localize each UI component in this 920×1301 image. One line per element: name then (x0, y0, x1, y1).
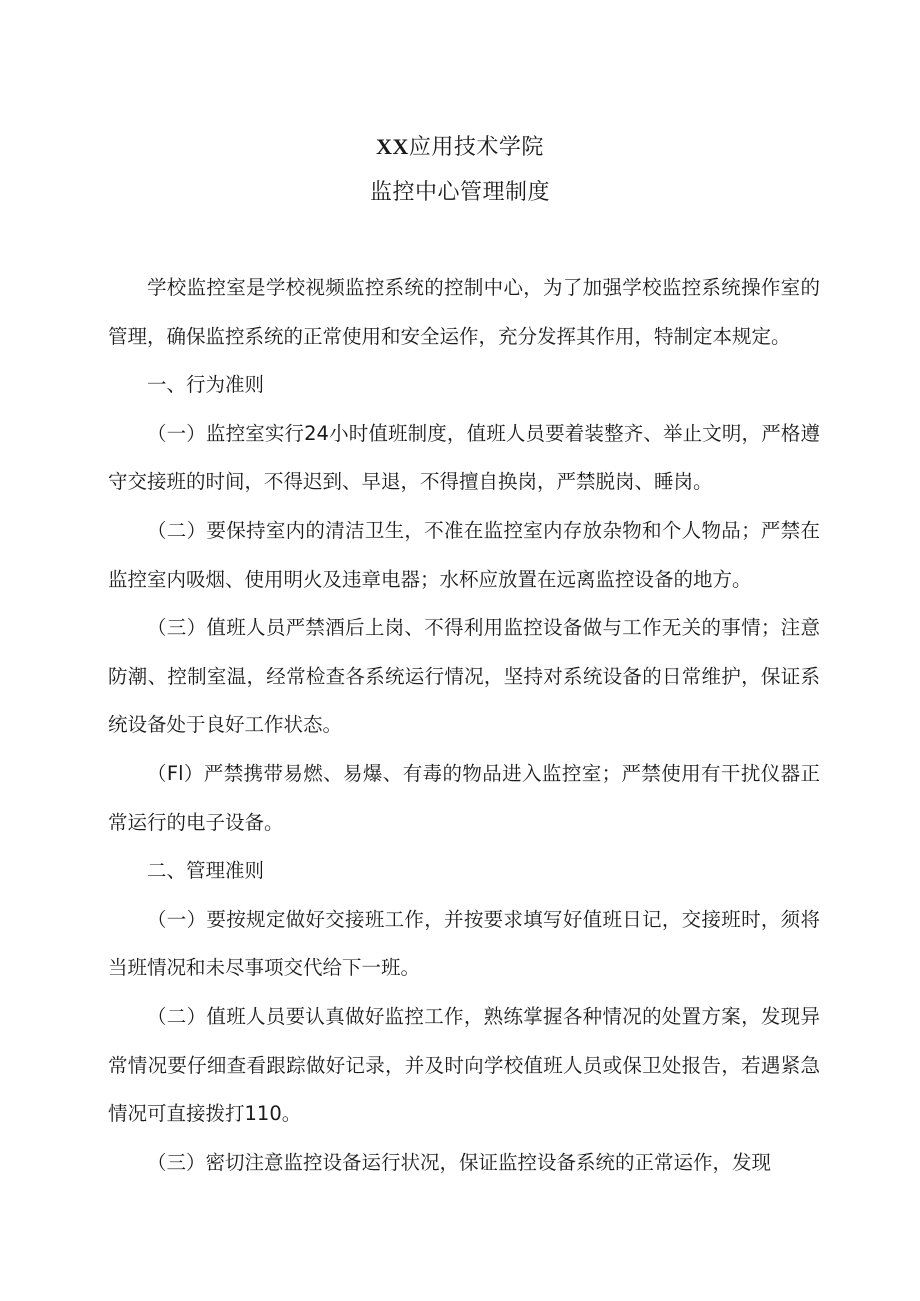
section-2-item-2: （二）值班人员要认真做好监控工作，熟练掌握各种情况的处置方案，发现异常情况要仔细查看跟踪做好记录，并及时向学校值班人员或保卫处报告，若遇紧急情况可直接拨打110。 (108, 1004, 820, 1126)
document-body (108, 264, 820, 1187)
section-1-item-1: （一）监控室实行24小时值班制度，值班人员要着装整齐、举止文明，严格遵守交接班的时间，不得迟到、早退，不得擅自换岗，严禁脱岗、睡岗。 (108, 421, 820, 494)
section-2-item-1: （一）要按规定做好交接班工作，并按要求填写好值班日记，交接班时，须将当班情况和未尽事项交代给下一班。 (108, 907, 820, 980)
title-line-institution (0, 124, 920, 170)
section-1-item-2: （二）要保持室内的清洁卫生，不准在监控室内存放杂物和个人物品；严禁在监控室内吸烟、使用明火及违章电器；水杯应放置在远离监控设备的地方。 (108, 518, 820, 591)
title-institution-name: 应用技术学院 (408, 135, 544, 160)
section-1-item-4: （Fl）严禁携带易燃、易爆、有毒的物品进入监控室；严禁使用有干扰仪器正常运行的电子设备。 (108, 761, 820, 834)
title-line-document-name: 监控中心管理制度 (369, 180, 550, 205)
section-1-item-3: （三）值班人员严禁酒后上岗、不得利用监控设备做与工作无关的事情；注意防潮、控制室温，经常检查各系统运行情况，坚持对系统设备的日常维护，保证系统设备处于良好工作状态。 (108, 616, 820, 737)
title-prefix: XX (376, 134, 409, 159)
section-2-item-3: （三）密切注意监控设备运行状况，保证监控设备系统的正常运作，发现 (147, 1150, 772, 1174)
section-2-heading: 二、管理准则 (147, 859, 265, 883)
intro-paragraph: 学校监控室是学校视频监控系统的控制中心，为了加强学校监控系统操作室的管理，确保监控系统的正常使用和安全运作，充分发挥其作用，特制定本规定。 (108, 276, 820, 348)
document-title (0, 124, 920, 216)
section-1-heading: 一、行为准则 (147, 373, 265, 397)
